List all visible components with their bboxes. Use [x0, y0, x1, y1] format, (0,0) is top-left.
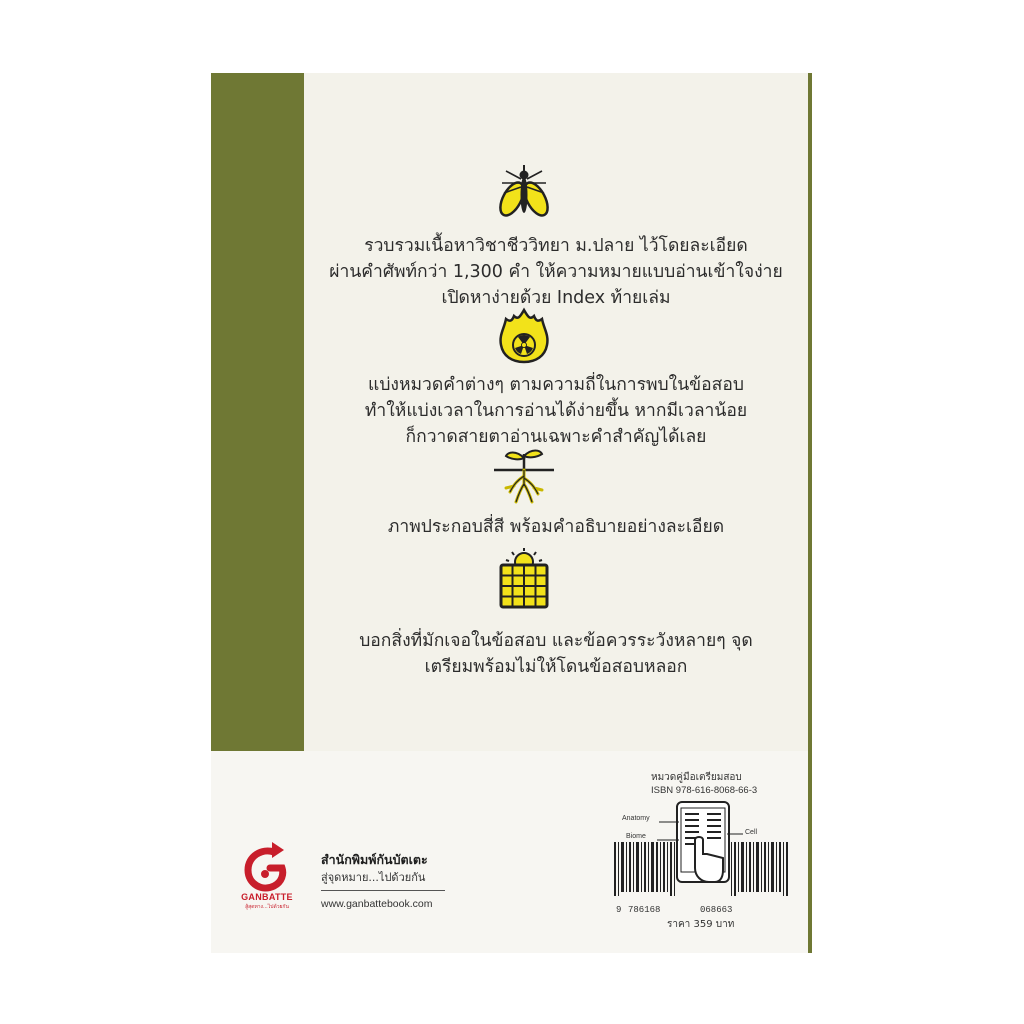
feature-4-line-1: บอกสิ่งที่มักเจอในข้อสอบ และข้อควรระวังหลายๆ จุด: [359, 631, 753, 651]
publisher-name: สำนักพิมพ์กันบัตเตะ: [321, 852, 428, 867]
logo-tagline: สู้สุดทาง...ไปด้วยกัน: [245, 904, 289, 910]
green-spine-band: [211, 73, 304, 751]
radioactive-fire-icon: [497, 307, 551, 365]
feature-1-line-1: รวบรวมเนื้อหาวิชาชีววิทยา ม.ปลาย ไว้โดยละเอียด: [364, 236, 748, 256]
feature-1-line-3: เปิดหาง่ายด้วย Index ท้ายเล่ม: [441, 288, 671, 308]
isbn-text: ISBN 978-616-8068-66-3: [651, 785, 758, 796]
feature-text-4: [304, 628, 808, 680]
tablet-drawing: [677, 802, 729, 882]
publisher-slogan: สู่จุดหมาย...ไปด้วยกัน: [321, 871, 426, 884]
barcode-right-digits: 068663: [700, 905, 733, 915]
feature-2-line-1: แบ่งหมวดคำต่างๆ ตามความถี่ในการพบในข้อสอบ: [368, 375, 744, 395]
divider: [321, 890, 445, 891]
feature-3-line-1: ภาพประกอบสี่สี พร้อมคำอธิบายอย่างละเอียด: [387, 517, 725, 537]
barcode-first-digit: 9: [616, 905, 622, 915]
biome-label: Biome: [626, 833, 646, 840]
feature-2-line-2: ทำให้แบ่งเวลาในการอ่านได้ง่ายขึ้น หากมีเวลาน้อย: [364, 401, 748, 421]
green-right-edge: [808, 73, 812, 953]
feature-2-line-3: ก็กวาดสายตาอ่านเฉพาะคำสำคัญได้เลย: [405, 427, 707, 447]
cell-label: Cell: [745, 829, 758, 836]
sprout-roots-icon: [492, 446, 556, 506]
feature-4-line-2: เตรียมพร้อมไม่ให้โดนข้อสอบหลอก: [424, 657, 688, 677]
logo-name: GANBATTE: [241, 892, 293, 902]
feature-text-3: [304, 514, 808, 540]
price-text: ราคา 359 บาท: [667, 919, 735, 930]
barcode-left-digits: 786168: [628, 905, 661, 915]
publisher-website: www.ganbattebook.com: [321, 898, 433, 910]
mosquito-icon: [492, 165, 556, 223]
book-category: หมวดคู่มือเตรียมสอบ: [651, 772, 742, 783]
solar-panel-icon: [494, 548, 554, 610]
feature-1-line-2: ผ่านคำศัพท์กว่า 1,300 คำ ให้ความหมายแบบอ่านเข้าใจง่าย: [329, 262, 783, 282]
feature-text-2: [304, 372, 808, 450]
feature-text-1: [304, 233, 808, 311]
anatomy-label: Anatomy: [622, 815, 650, 822]
